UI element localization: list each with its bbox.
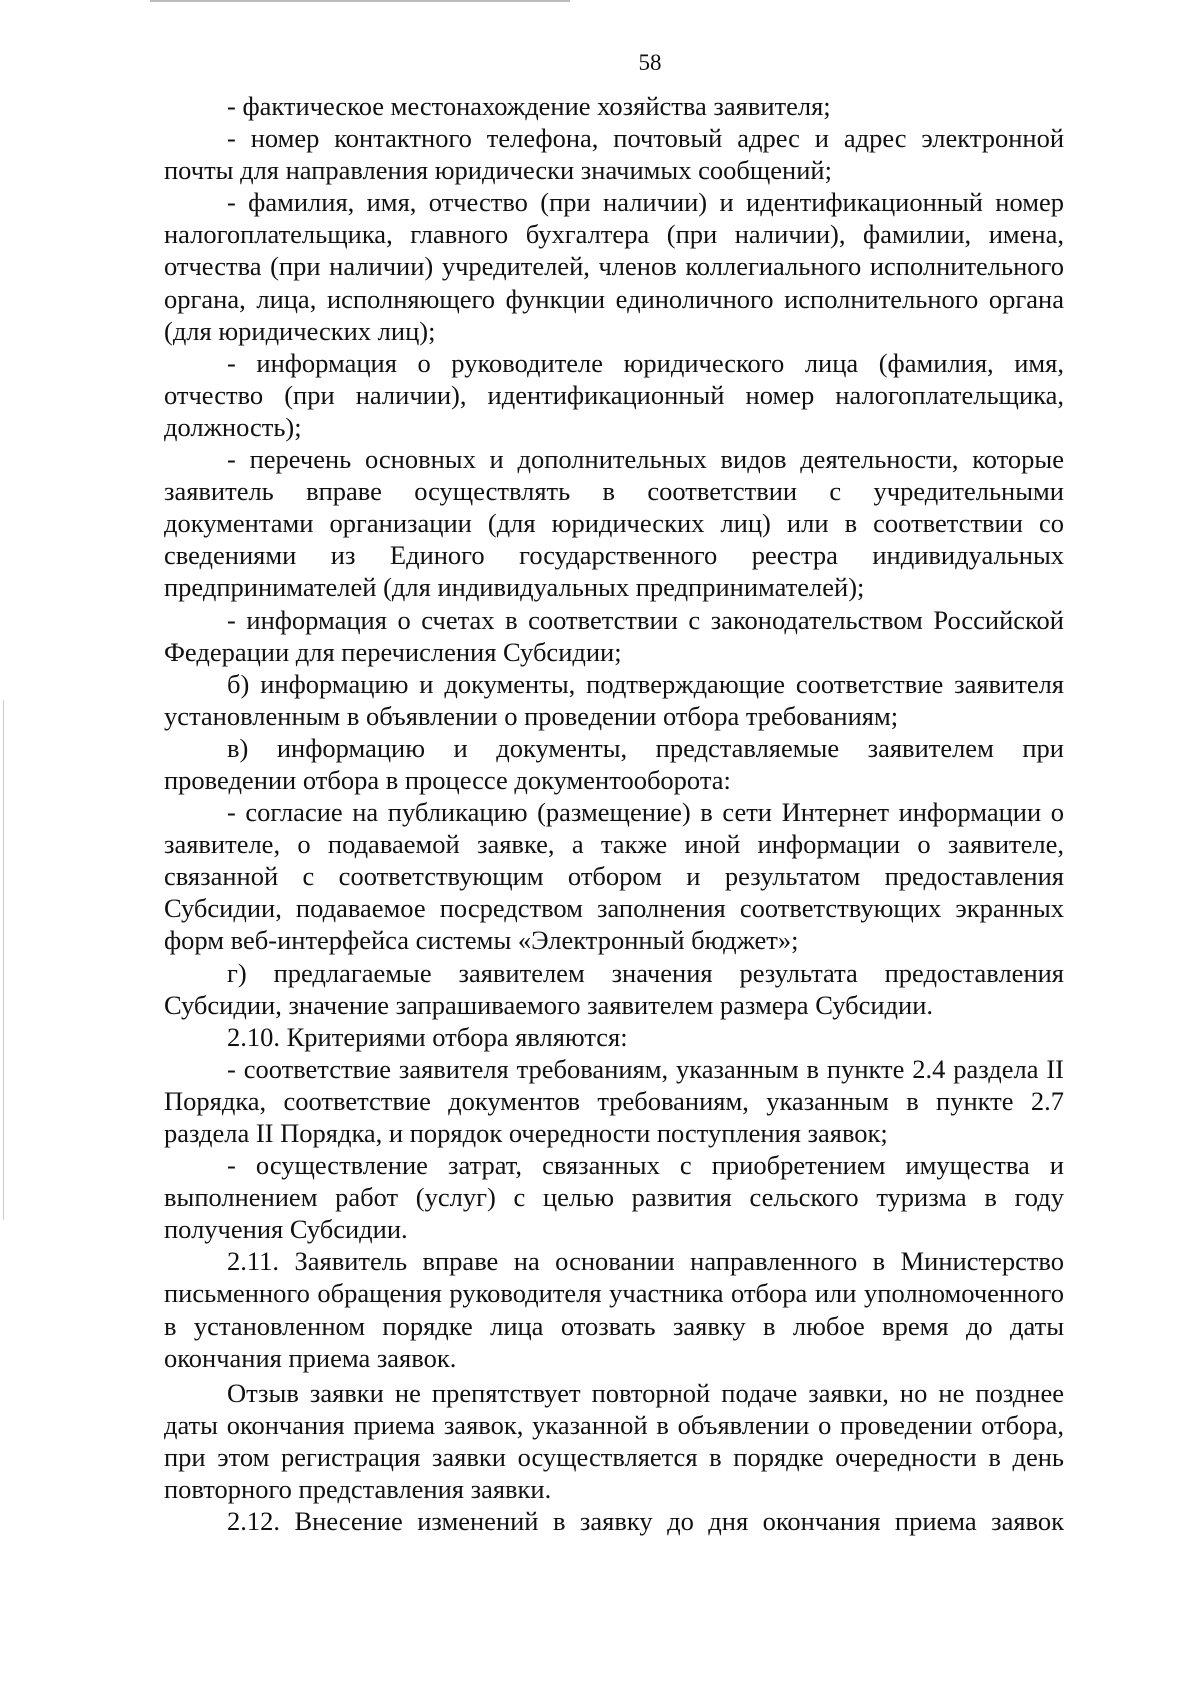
list-item-founders: - фамилия, имя, отчество (при наличии) и идентификационный номер налогоплательщика, главного бухгалтера (при наличии), фамилии, имена, отчества (при наличии) учредителей, членов коллегиального исполнительного органа, лица, исполняющего функции единоличного исполнительного органа (для юридических лиц); <box>164 187 1064 346</box>
item-g: г) предлагаемые заявителем значения результата предоставления Субсидии, значение запрашиваемого заявителем размера Субсидии. <box>164 957 1064 1020</box>
item-b: б) информацию и документы, подтверждающие соответствие заявителя установленным в объявлении о проведении отбора требованиям; <box>164 668 1064 731</box>
list-item-accounts: - информация о счетах в соответствии с законодательством Российской Федерации для перечисления Субсидии; <box>164 604 1064 667</box>
scan-edge-top <box>150 0 570 2</box>
criteria-item-1: - соответствие заявителя требованиям, указанным в пункте 2.4 раздела II Порядка, соответствие документов требованиям, указанным в пункте 2.7 раздела II Порядка, и порядок очередности поступления заявок; <box>164 1053 1064 1148</box>
list-item-contacts: - номер контактного телефона, почтовый адрес и адрес электронной почты для направления юридически значимых сообщений; <box>164 123 1064 186</box>
scan-edge-left <box>3 700 4 1220</box>
list-item-activities: - перечень основных и дополнительных видов деятельности, которые заявитель вправе осуществлять в соответствии с учредительными документами организации (для юридических лиц) или в соответствии со сведениями из Единого государственного реестра индивидуальных предпринимателей (для индивидуальных предпринимателей); <box>164 444 1064 603</box>
withdrawal-paragraph: Отзыв заявки не препятствует повторной подаче заявки, но не позднее даты окончания приема заявок, указанной в объявлении о проведении отбора, при этом регистрация заявки осуществляется в порядке очередности в день повторного представления заявки. <box>164 1377 1064 1505</box>
page-number: 58 <box>638 50 662 75</box>
item-v: в) информацию и документы, представляемые заявителем при проведении отбора в процессе документооборота: <box>164 732 1064 795</box>
section-2-11: 2.11. Заявитель вправе на основании направленного в Министерство письменного обращения руководителя участника отбора или уполномоченного в установленном порядке лица отозвать заявку в любое время до даты окончания приема заявок. <box>164 1246 1064 1373</box>
criteria-item-2: - осуществление затрат, связанных с приобретением имущества и выполнением работ (услуг) с целью развития сельского туризма в году получения Субсидии. <box>164 1150 1064 1245</box>
list-item-consent: - согласие на публикацию (размещение) в сети Интернет информации о заявителе, о подаваемой заявке, а также иной информации о заявителе, связанной с соответствующим отбором и результатом предоставления Субсидии, подаваемое посредством заполнения соответствующих экранных форм веб-интерфейса системы «Электронный бюджет»; <box>164 797 1064 956</box>
section-2-10-heading: 2.10. Критериями отбора являются: <box>227 1021 628 1052</box>
section-2-12: 2.12. Внесение изменений в заявку до дня окончания приема заявок <box>227 1506 1064 1537</box>
body-text <box>164 90 1064 1537</box>
list-item-location: - фактическое местонахождение хозяйства заявителя; <box>227 91 831 121</box>
list-item-head: - информация о руководителе юридического лица (фамилия, имя, отчество (при наличии), идентификационный номер налогоплательщика, должность); <box>164 347 1064 442</box>
